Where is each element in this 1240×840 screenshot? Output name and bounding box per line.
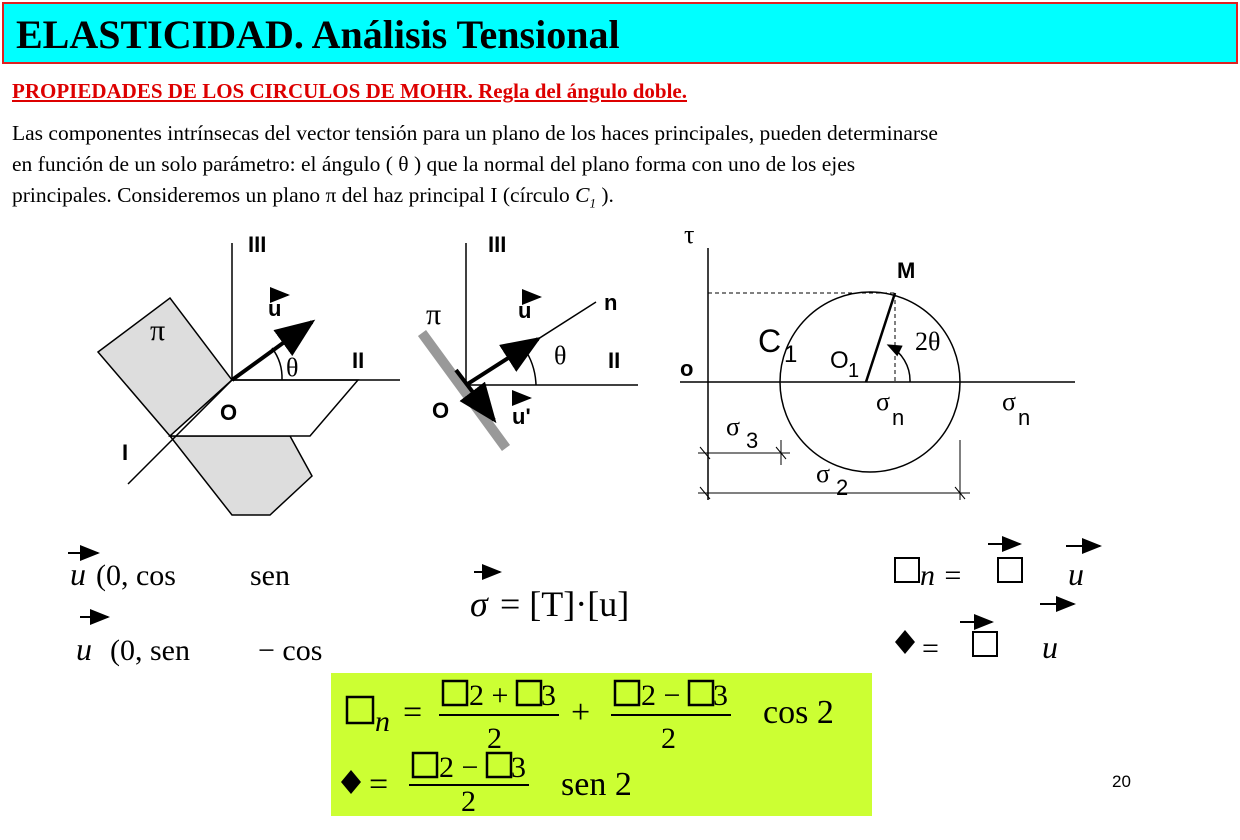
fig2-angle-theta: θ xyxy=(554,341,567,370)
figure-plane-edge-view xyxy=(422,232,638,448)
fb-plus: + xyxy=(571,694,591,731)
intro-var-sub: 1 xyxy=(589,195,596,211)
formula-box-canvas xyxy=(331,673,872,816)
fb-num3: 2 − xyxy=(439,751,479,784)
eq-u-sen: sen xyxy=(250,559,290,592)
fb-den-1: 2 xyxy=(487,722,502,755)
fb-num3-b: 3 xyxy=(511,751,526,784)
fb-den-3: 2 xyxy=(461,785,476,816)
intro-var-c: C xyxy=(575,183,590,207)
fig1-vector-u: u xyxy=(268,296,282,321)
mohr-circle-c: C xyxy=(758,323,782,359)
mohr-sigma-n-inner-sub: n xyxy=(892,405,905,430)
fb-num1: 2 + xyxy=(469,679,509,712)
mohr-sigma-2: σ xyxy=(816,459,831,488)
eq-sigma-n: n = xyxy=(920,559,963,592)
mohr-sigma-n-inner: σ xyxy=(876,387,891,416)
mohr-sigma-n-axis-sub: n xyxy=(1018,405,1031,430)
fig1-plane-pi: π xyxy=(150,314,166,347)
mohr-center-o: O xyxy=(830,347,849,374)
mohr-double-angle: 2θ xyxy=(915,327,941,356)
page-title: ELASTICIDAD. Análisis Tensional xyxy=(16,12,620,57)
mohr-sigma-3: σ xyxy=(726,412,741,441)
eq-uprime-cos: − cos xyxy=(258,634,323,667)
mohr-tau-axis: τ xyxy=(684,220,695,249)
mohr-point-m: M xyxy=(897,258,916,283)
eq-tau: = xyxy=(922,632,939,665)
mohr-circle-c-sub: 1 xyxy=(784,341,798,368)
section-subtitle: PROPIEDADES DE LOS CIRCULOS DE MOHR. Regla del ángulo doble. xyxy=(12,79,688,103)
fb-den-2: 2 xyxy=(661,722,676,755)
eq-tau-u: u xyxy=(1042,629,1058,665)
fb-num2-b: 3 xyxy=(713,679,728,712)
mohr-sigma-n-axis: σ xyxy=(1002,387,1017,416)
eq-sigma: σ xyxy=(470,584,488,624)
fig2-vector-u: u xyxy=(518,298,532,323)
fig1-axis-iii: III xyxy=(248,232,267,257)
mohr-sigma-2-sub: 2 xyxy=(836,475,849,500)
mohr-center-o-sub: 1 xyxy=(848,360,860,382)
eq-u-components: (0, cos xyxy=(96,559,176,592)
fig2-axis-iii: III xyxy=(488,232,507,257)
mohr-circle-diagram xyxy=(680,220,1075,500)
fb-sen: sen 2 xyxy=(561,766,632,803)
fb-num2: 2 − xyxy=(641,679,681,712)
formula-box xyxy=(331,673,872,816)
intro-line-1: Las componentes intrínsecas del vector tensión para un plano de los haces principales, pueden determinarse xyxy=(12,121,938,145)
eq-sigma-n-u: u xyxy=(1068,556,1084,592)
fb-equals-1: = xyxy=(403,694,423,731)
fb-sub-n: n xyxy=(375,705,390,738)
intrinsic-component-equations xyxy=(895,544,1100,665)
fb-equals-2: = xyxy=(369,766,389,803)
eq-uprime-components: (0, sen xyxy=(110,634,190,667)
mohr-origin: o xyxy=(680,356,694,381)
intro-line-2: en función de un solo parámetro: el ángulo ( θ ) que la normal del plano forma con uno de los ejes xyxy=(12,152,856,176)
fb-cos: cos 2 xyxy=(763,694,834,731)
stress-vector-equation xyxy=(470,572,629,624)
fig2-origin: O xyxy=(432,398,450,423)
fig2-plane-pi: π xyxy=(426,298,442,331)
page-number: 20 xyxy=(1112,772,1131,791)
fig2-axis-ii: II xyxy=(608,348,621,373)
fig1-axis-ii: II xyxy=(352,348,365,373)
fig1-origin: O xyxy=(220,400,238,425)
fig1-axis-i: I xyxy=(122,440,129,465)
intro-line-3a: principales. Consideremos un plano π del haz principal I (círculo xyxy=(12,183,576,207)
eq-u: u xyxy=(70,556,86,592)
figure-plane-in-space xyxy=(98,232,400,515)
fig2-normal-n: n xyxy=(604,290,618,315)
intro-line-3b: ). xyxy=(595,183,614,207)
fig1-angle-theta: θ xyxy=(286,353,299,382)
mohr-sigma-3-sub: 3 xyxy=(746,428,759,453)
fb-num1-b: 3 xyxy=(541,679,556,712)
eq-uprime: u xyxy=(76,631,92,667)
fig2-vector-u-prime: u' xyxy=(512,404,531,429)
unit-vector-equations xyxy=(68,553,322,667)
eq-sigma-product: = [T]·[u] xyxy=(500,584,630,624)
